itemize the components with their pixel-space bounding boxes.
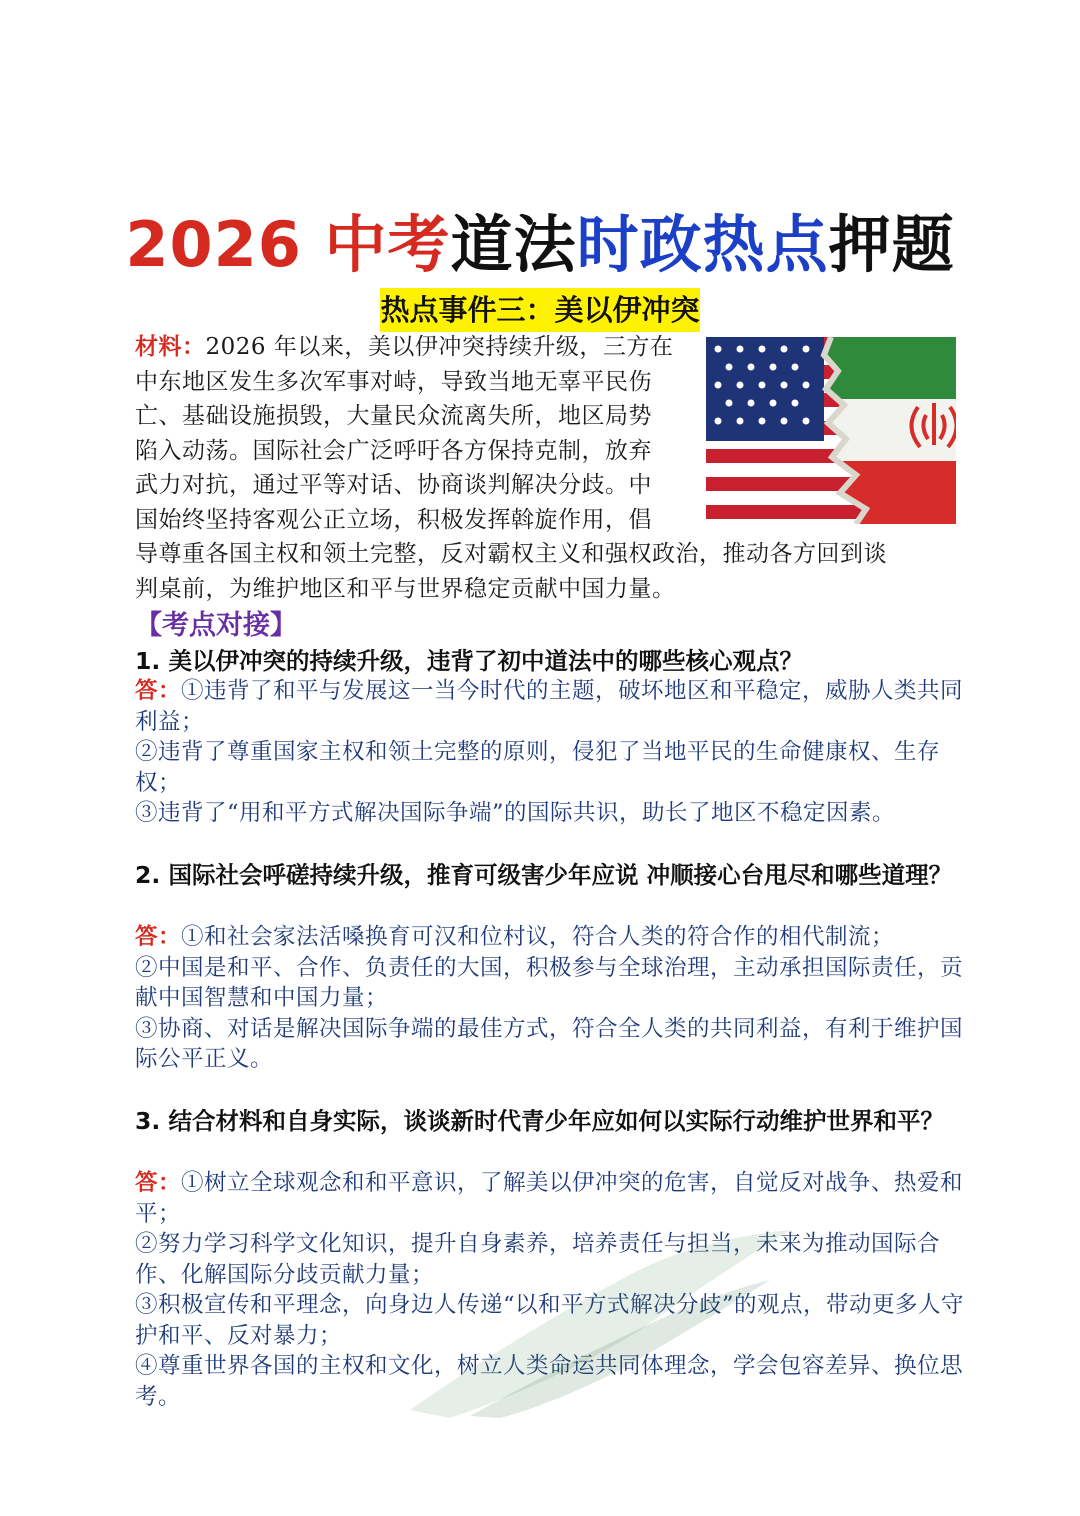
title-part-4: 押题 bbox=[828, 208, 955, 281]
flags-image bbox=[706, 337, 956, 524]
answer-item: ①和社会家法活嗓换育可汉和位村议，符合人类的符合作的相代制流； bbox=[181, 924, 895, 950]
answer-item: ③积极宣传和平理念，向身边人传递“以和平方式解决分歧”的观点，带动更多人守护和平、反对暴力； bbox=[135, 1292, 965, 1349]
us-iran-flags-icon bbox=[706, 337, 956, 524]
material-line: 亡、基础设施损毁，大量民众流离失所，地区局势 bbox=[135, 403, 652, 429]
material-line: 中东地区发生多次军事对峙，导致当地无辜平民伤 bbox=[135, 368, 652, 395]
question-2: 2. 国际社会呼磋持续升级，推育可级害少年应说 冲顺接心台甩尽和哪些道理？ bbox=[135, 861, 953, 889]
title-part-1: 2026 中考 bbox=[125, 208, 451, 281]
answer-item: ③协商、对话是解决国际争端的最佳方式，符合全人类的共同利益，有利于维护国际公平正义。 bbox=[135, 1015, 964, 1072]
material-line: 导尊重各国主权和领土完整，反对霸权主义和强权政治，推动各方回到谈 bbox=[135, 541, 887, 567]
material-line: 陷入动荡。国际社会广泛呼吁各方保持克制，放弃 bbox=[135, 437, 652, 464]
answer-2 bbox=[135, 922, 965, 1075]
question-1: 1. 美以伊冲突的持续升级，违背了初中道法中的哪些核心观点？ bbox=[135, 647, 803, 675]
event-title: 热点事件三：美以伊冲突 bbox=[380, 288, 700, 332]
answer-item: ①违背了和平与发展这一当今时代的主题，破坏地区和平稳定，威胁人类共同利益； bbox=[135, 678, 964, 735]
section-label: 【考点对接】 bbox=[135, 610, 297, 641]
material-label: 材料： bbox=[135, 333, 206, 360]
answer-item: ②中国是和平、合作、负责任的大国，积极参与全球治理，主动承担国际责任，贡献中国智慧和中国力量； bbox=[135, 954, 964, 1011]
answer-item: ③违背了“用和平方式解决国际争端”的国际共识，助长了地区不稳定因素。 bbox=[135, 800, 896, 826]
question-3: 3. 结合材料和自身实际，谈谈新时代青少年应如何以实际行动维护世界和平？ bbox=[135, 1107, 944, 1135]
answer-item: ①树立全球观念和和平意识，了解美以伊冲突的危害，自觉反对战争、热爱和平； bbox=[135, 1170, 964, 1227]
answer-3 bbox=[135, 1168, 965, 1412]
page-title bbox=[0, 200, 1080, 290]
material-line: 2026 年以来，美以伊冲突持续升级，三方在 bbox=[205, 334, 674, 360]
answer-label: 答： bbox=[135, 678, 182, 704]
answer-item: ②努力学习科学文化知识，提升自身素养，培养责任与担当，未来为推动国际合作、化解国际分歧贡献力量； bbox=[135, 1231, 941, 1288]
material-line: 国始终坚持客观公正立场，积极发挥斡旋作用，倡 bbox=[135, 506, 652, 533]
answer-label: 答： bbox=[135, 924, 182, 950]
answer-item: ②违背了尊重国家主权和领土完整的原则，侵犯了当地平民的生命健康权、生存权； bbox=[135, 739, 941, 796]
material-line: 判桌前，为维护地区和平与世界稳定贡献中国力量。 bbox=[135, 575, 676, 602]
title-part-2: 道法 bbox=[450, 208, 577, 281]
material-line: 武力对抗，通过平等对话、协商谈判解决分歧。中 bbox=[135, 472, 652, 498]
title-part-3: 时政热点 bbox=[576, 208, 829, 281]
answer-item: ④尊重世界各国的主权和文化，树立人类命运共同体理念，学会包容差异、换位思考。 bbox=[135, 1353, 964, 1410]
answer-label: 答： bbox=[135, 1170, 182, 1196]
answer-1 bbox=[135, 676, 965, 829]
